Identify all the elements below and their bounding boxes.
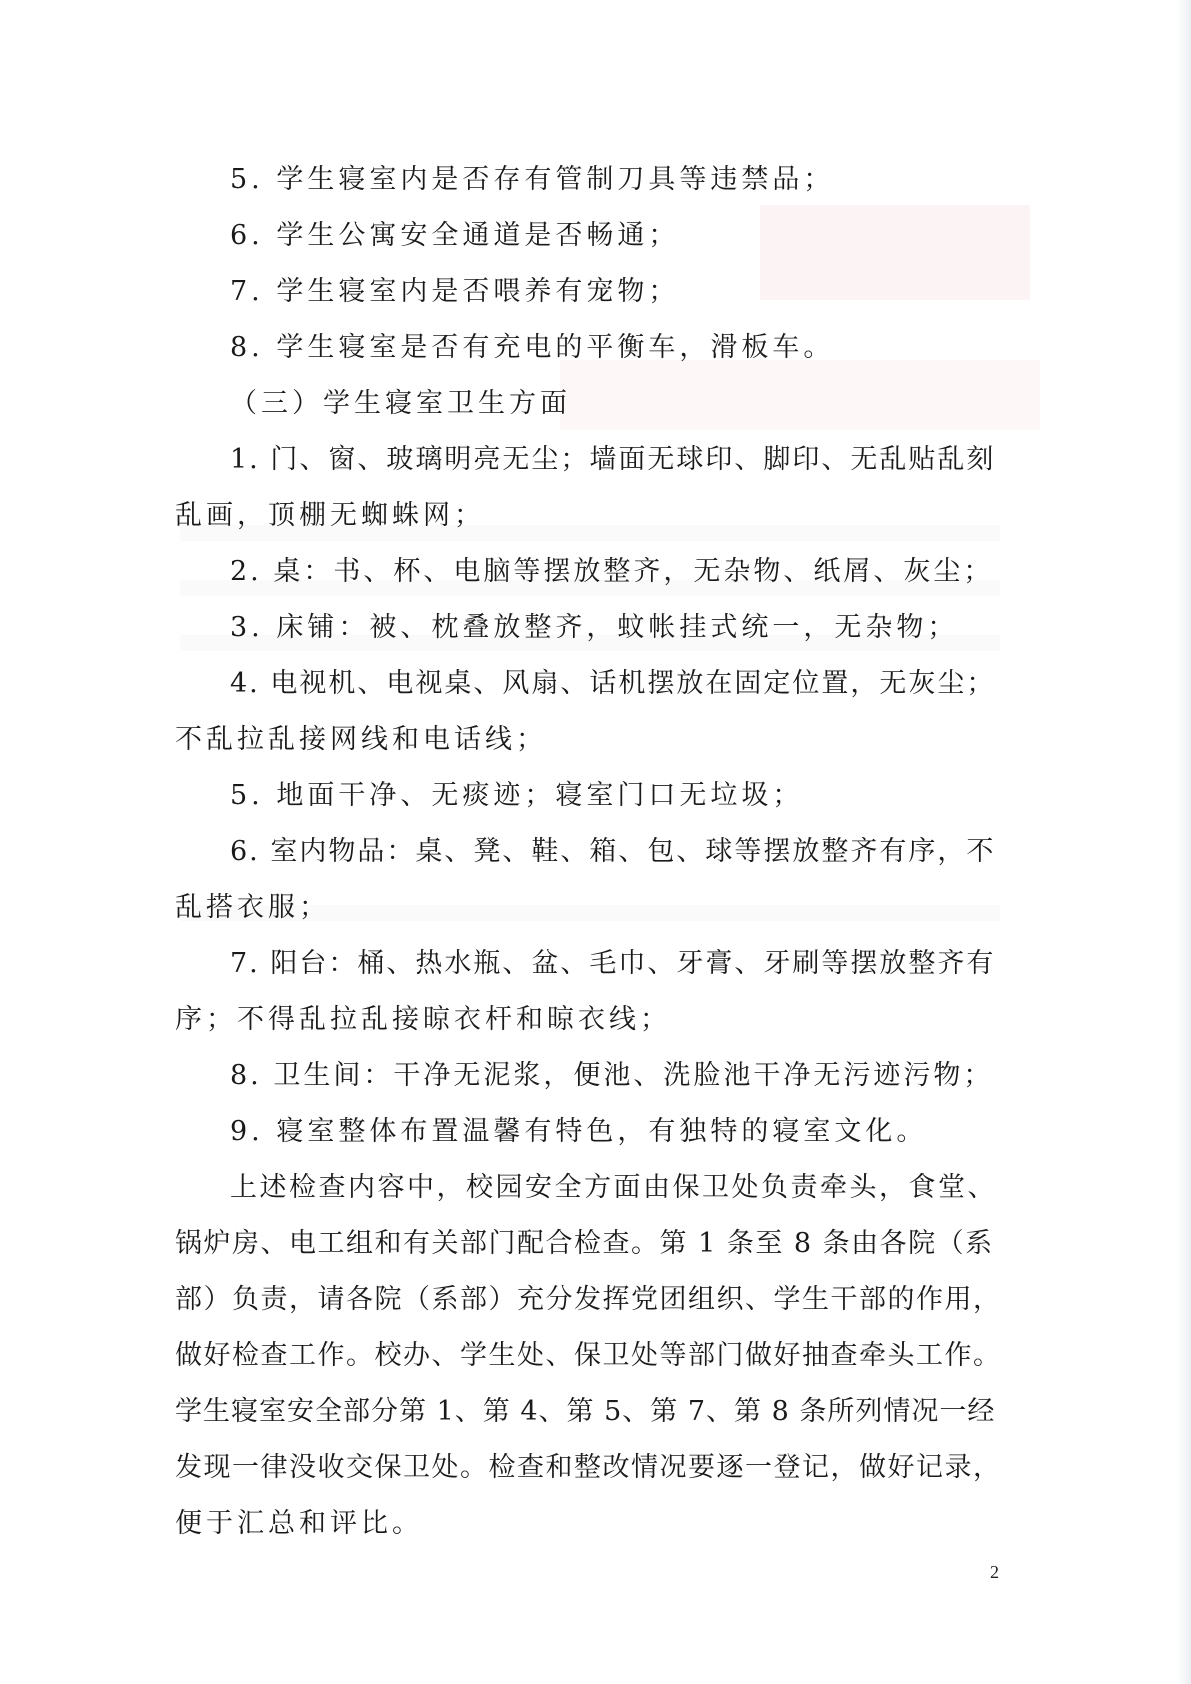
list-item: 7. 阳台：桶、热水瓶、盆、毛巾、牙膏、牙刷等摆放整齐有 [230, 948, 996, 979]
list-item: 6. 学生公寓安全通道是否畅通； [230, 220, 680, 251]
paragraph-line: 部）负责，请各院（系部）充分发挥党团组织、学生干部的作用， [175, 1284, 1002, 1315]
list-item-continuation: 序；不得乱拉乱接晾衣杆和晾衣线； [175, 1004, 671, 1035]
paragraph-line: 上述检查内容中，校园安全方面由保卫处负责牵头，食堂、 [230, 1172, 997, 1203]
list-item: 5. 学生寝室内是否存有管制刀具等违禁品； [230, 164, 835, 195]
list-item: 6. 室内物品：桌、凳、鞋、箱、包、球等摆放整齐有序，不 [230, 836, 996, 867]
list-item: 1. 门、窗、玻璃明亮无尘；墙面无球印、脚印、无乱贴乱刻 [230, 444, 996, 475]
paragraph-line: 学生寝室安全部分第 1、第 4、第 5、第 7、第 8 条所列情况一经 [175, 1396, 996, 1427]
paragraph-line: 锅炉房、电工组和有关部门配合检查。第 1 条至 8 条由各院（系 [175, 1228, 994, 1259]
list-item: 5. 地面干净、无痰迹；寝室门口无垃圾； [230, 780, 804, 811]
list-item-continuation: 不乱拉乱接网线和电话线； [175, 724, 547, 755]
list-item: 2. 桌：书、杯、电脑等摆放整齐，无杂物、纸屑、灰尘； [230, 556, 994, 587]
list-item: 8. 学生寝室是否有充电的平衡车，滑板车。 [230, 332, 835, 363]
list-item: 3. 床铺：被、枕叠放整齐，蚊帐挂式统一，无杂物； [230, 612, 959, 643]
document-body [175, 152, 1005, 1552]
list-item: 4. 电视机、电视桌、风扇、话机摆放在固定位置，无灰尘； [230, 668, 996, 699]
list-item: 7. 学生寝室内是否喂养有宠物； [230, 276, 680, 307]
list-item: 9. 寝室整体布置温馨有特色，有独特的寝室文化。 [230, 1116, 928, 1147]
list-item: 8. 卫生间：干净无泥浆，便池、洗脸池干净无污迹污物； [230, 1060, 994, 1091]
list-item-continuation: 乱画，顶棚无蜘蛛网； [175, 500, 485, 531]
scan-edge-shading [1177, 0, 1191, 1684]
paragraph-line: 做好检查工作。校办、学生处、保卫处等部门做好抽查牵头工作。 [175, 1340, 1002, 1371]
paragraph-line: 发现一律没收交保卫处。检查和整改情况要逐一登记，做好记录， [175, 1452, 1002, 1483]
page-number: 2 [990, 1562, 999, 1582]
list-item-continuation: 乱搭衣服； [175, 892, 330, 923]
section-heading: （三）学生寝室卫生方面 [230, 388, 571, 419]
paragraph-line: 便于汇总和评比。 [175, 1508, 423, 1539]
